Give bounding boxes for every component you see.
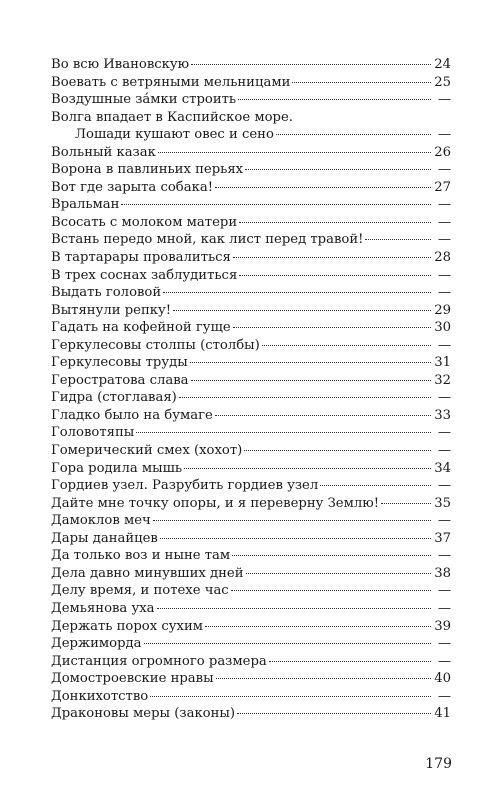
entry-page: 26 xyxy=(434,144,451,160)
entry-title: Ворона в павлиньих перьях xyxy=(51,162,244,178)
toc-entry xyxy=(51,74,451,92)
toc-entry xyxy=(51,196,451,214)
entry-title: В трех соснах заблудиться xyxy=(51,267,238,283)
dot-leader xyxy=(205,626,431,627)
dot-leader xyxy=(215,187,431,188)
entry-page: 31 xyxy=(434,355,451,371)
entry-title: Дела давно минувших дней xyxy=(51,565,244,581)
toc-entry xyxy=(51,442,451,460)
entry-title: Всосать с молоком матери xyxy=(51,214,238,230)
dot-leader xyxy=(191,64,431,65)
toc-entry xyxy=(51,460,451,478)
entry-title: Геростратова слава xyxy=(51,372,189,388)
entry-page: — xyxy=(437,127,451,143)
entry-title: Геркулесовы труды xyxy=(51,355,188,371)
dot-leader xyxy=(136,432,431,433)
entry-title: Гомерический смех (хохот) xyxy=(51,443,243,459)
toc-entry xyxy=(51,372,451,390)
toc-entry xyxy=(51,249,451,267)
entry-page: 25 xyxy=(434,74,451,90)
toc-entry xyxy=(51,635,451,653)
entry-page: 40 xyxy=(434,671,451,687)
toc-entry xyxy=(51,688,451,706)
dot-leader xyxy=(233,257,431,258)
toc-entry xyxy=(51,302,451,320)
entry-page: — xyxy=(437,653,451,669)
entry-title: Выдать головой xyxy=(51,285,162,301)
dot-leader xyxy=(269,661,431,662)
dot-leader xyxy=(179,397,431,398)
entry-title: Воздушные за́мки строить xyxy=(51,92,237,108)
entry-title: Дары данайцев xyxy=(51,530,158,546)
dot-leader xyxy=(292,82,431,83)
toc-entry xyxy=(51,91,451,109)
entry-title: В тартарары провалиться xyxy=(51,250,231,266)
dot-leader xyxy=(232,555,431,556)
entry-page: 34 xyxy=(434,460,451,476)
entry-title: Драконовы меры (законы) xyxy=(51,706,236,722)
entry-title: Лошади кушают овес и сено xyxy=(75,127,274,143)
dot-leader xyxy=(245,169,431,170)
toc-entry xyxy=(51,565,451,583)
entry-title: Геркулесовы столпы (столбы) xyxy=(51,337,260,353)
entry-page: — xyxy=(437,92,451,108)
toc-entry xyxy=(51,547,451,565)
toc-entry xyxy=(51,144,451,162)
dot-leader xyxy=(231,590,431,591)
dot-leader xyxy=(381,503,431,504)
entry-title: Вытянули репку! xyxy=(51,302,172,318)
entry-page: — xyxy=(437,214,451,230)
dot-leader xyxy=(276,134,431,135)
entry-title: Дистанция огромного размера xyxy=(51,653,267,669)
entry-title: Головотяпы xyxy=(51,425,135,441)
dot-leader xyxy=(157,608,431,609)
entry-page: 32 xyxy=(434,372,451,388)
dot-leader xyxy=(158,152,431,153)
dot-leader xyxy=(233,327,431,328)
dot-leader xyxy=(215,415,431,416)
toc-entry xyxy=(51,109,451,127)
entry-title: Донкихотство xyxy=(51,688,149,704)
entry-title: Демьянова уха xyxy=(51,600,155,616)
toc-entry xyxy=(51,705,451,723)
entry-title: Гордиев узел. Разрубить гордиев узел xyxy=(51,478,319,494)
toc-entry xyxy=(51,161,451,179)
dot-leader xyxy=(238,99,431,100)
toc-entry xyxy=(51,354,451,372)
toc-entry xyxy=(51,267,451,285)
toc-entry xyxy=(51,231,451,249)
entry-title: Воевать с ветряными мельницами xyxy=(51,74,291,90)
entry-title: Дамоклов меч xyxy=(51,513,151,529)
table-of-contents xyxy=(51,56,451,723)
dot-leader xyxy=(237,713,431,714)
entry-page: 39 xyxy=(434,618,451,634)
entry-title: Гладко было на бумаге xyxy=(51,407,213,423)
toc-entry xyxy=(51,337,451,355)
entry-page: — xyxy=(437,337,451,353)
dot-leader xyxy=(320,485,431,486)
toc-entry xyxy=(51,424,451,442)
entry-page: — xyxy=(437,513,451,529)
entry-title: Гидра (стоглавая) xyxy=(51,390,177,406)
toc-entry xyxy=(51,389,451,407)
dot-leader xyxy=(160,538,431,539)
dot-leader xyxy=(216,678,431,679)
entry-page: — xyxy=(437,425,451,441)
entry-page: — xyxy=(437,583,451,599)
toc-entry xyxy=(51,670,451,688)
entry-title: Держать порох сухим xyxy=(51,618,203,634)
dot-leader xyxy=(184,468,431,469)
dot-leader xyxy=(163,292,431,293)
entry-title: Держиморда xyxy=(51,636,142,652)
dot-leader xyxy=(150,696,431,697)
entry-page: — xyxy=(437,548,451,564)
toc-entry xyxy=(51,512,451,530)
entry-page: — xyxy=(437,267,451,283)
toc-entry xyxy=(51,179,451,197)
dot-leader xyxy=(153,520,431,521)
toc-entry xyxy=(51,530,451,548)
entry-title: Вот где зарыта собака! xyxy=(51,179,214,195)
dot-leader xyxy=(191,380,431,381)
entry-page: — xyxy=(437,232,451,248)
entry-page: — xyxy=(437,478,451,494)
entry-page: — xyxy=(437,636,451,652)
toc-entry xyxy=(51,56,451,74)
entry-title: Гора родила мышь xyxy=(51,460,183,476)
toc-entry xyxy=(51,319,451,337)
entry-title: Вольный казак xyxy=(51,144,156,160)
entry-title: Волга впадает в Каспийское море. xyxy=(51,109,293,125)
toc-entry xyxy=(51,618,451,636)
entry-page: 24 xyxy=(434,57,451,72)
entry-page: 41 xyxy=(434,706,451,722)
entry-page: — xyxy=(437,197,451,213)
entry-page: 35 xyxy=(434,495,451,511)
entry-title: Гадать на кофейной гуще xyxy=(51,320,231,336)
toc-entry xyxy=(51,126,451,144)
entry-title: Встань передо мной, как лист перед травой! xyxy=(51,232,364,248)
toc-entry xyxy=(51,214,451,232)
toc-entry xyxy=(51,477,451,495)
page-number: 179 xyxy=(425,756,452,772)
entry-page: — xyxy=(437,600,451,616)
dot-leader xyxy=(246,573,432,574)
entry-page: — xyxy=(437,688,451,704)
entry-page: — xyxy=(437,390,451,406)
entry-title: Вральман xyxy=(51,197,120,213)
toc-entry xyxy=(51,653,451,671)
entry-title: Делу время, и потехе час xyxy=(51,583,229,599)
dot-leader xyxy=(244,450,431,451)
dot-leader xyxy=(121,204,431,205)
entry-page: 28 xyxy=(434,250,451,266)
toc-entry xyxy=(51,407,451,425)
dot-leader xyxy=(239,222,431,223)
entry-page: 27 xyxy=(434,179,451,195)
entry-page: 38 xyxy=(434,565,451,581)
entry-title: Дайте мне точку опоры, и я переверну Землю! xyxy=(51,495,380,511)
entry-page: 33 xyxy=(434,407,451,423)
toc-entry xyxy=(51,495,451,513)
entry-page: 30 xyxy=(434,320,451,336)
toc-entry xyxy=(51,582,451,600)
toc-entry xyxy=(51,284,451,302)
entry-title: Во всю Ивановскую xyxy=(51,57,190,72)
entry-page: — xyxy=(437,443,451,459)
entry-page: 29 xyxy=(434,302,451,318)
entry-page: — xyxy=(437,162,451,178)
dot-leader xyxy=(365,239,431,240)
dot-leader xyxy=(190,362,431,363)
dot-leader xyxy=(239,275,431,276)
entry-page: — xyxy=(437,285,451,301)
dot-leader xyxy=(144,643,431,644)
entry-page: 37 xyxy=(434,530,451,546)
dot-leader xyxy=(262,345,431,346)
entry-title: Да только воз и ныне там xyxy=(51,548,231,564)
toc-entry xyxy=(51,600,451,618)
dot-leader xyxy=(173,310,431,311)
entry-title: Домостроевские нравы xyxy=(51,671,214,687)
